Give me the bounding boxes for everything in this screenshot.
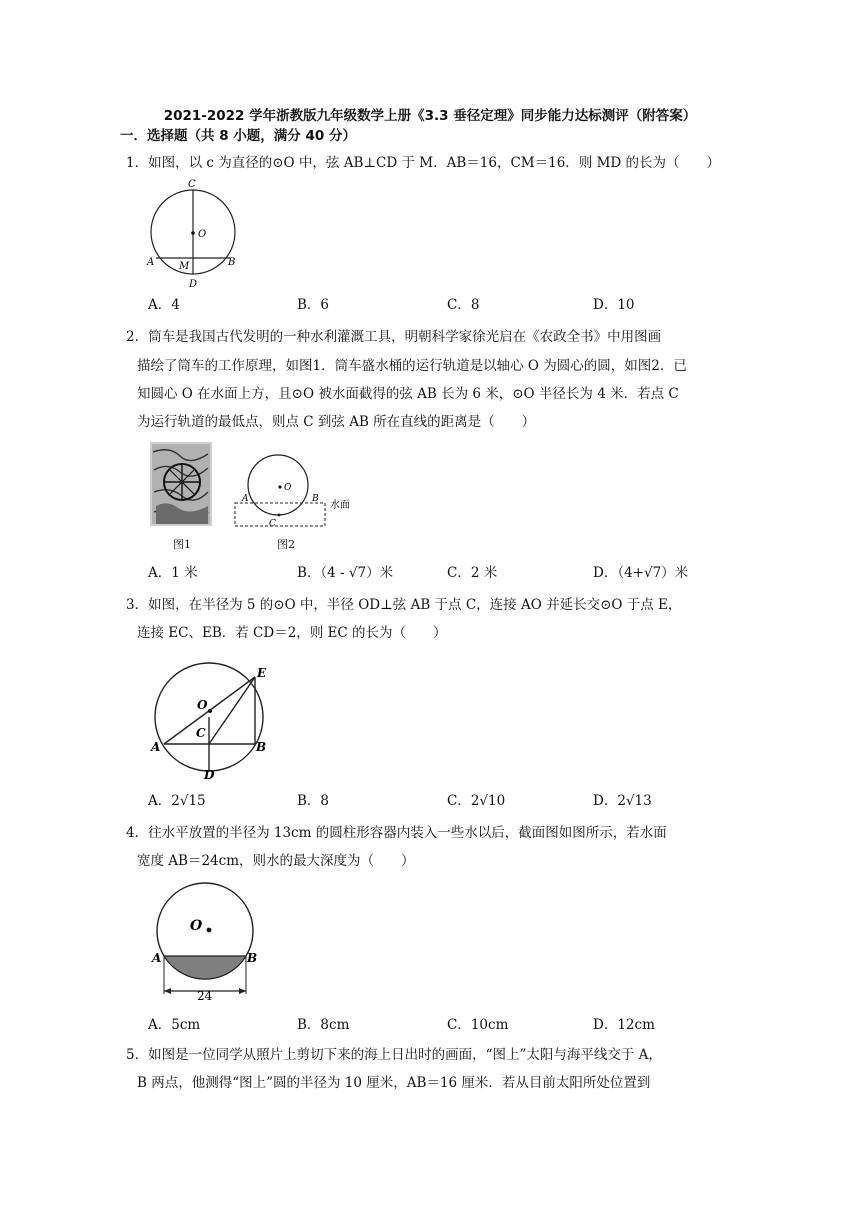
q1-option-b: B．6 — [297, 297, 330, 313]
q2-label-c: C — [269, 519, 276, 529]
q2-water-label: 水面 — [330, 500, 350, 511]
q2-option-a: A．1 米 — [148, 565, 198, 581]
q5-line-2: B 两点，他测得“图上”圆的半径为 10 厘米，AB＝16 厘米．若从目前太阳所处位置到 — [137, 1075, 651, 1091]
q1-option-d: D．10 — [593, 297, 635, 313]
q3-label-b: B — [256, 740, 267, 754]
q2-label-b: B — [312, 494, 319, 504]
q3-option-d: D．2√13 — [593, 793, 652, 809]
q1-option-c: C．8 — [447, 297, 480, 313]
q4-label-o: O — [190, 918, 203, 934]
q2-option-d: D．（4+√7）米 — [593, 565, 689, 581]
document-title: 2021-2022 学年浙教版九年级数学上册《3.3 垂径定理》同步能力达标测评（附答案） — [163, 108, 697, 124]
q2-label-o: O — [284, 483, 292, 493]
q3-label-c: C — [196, 726, 206, 740]
q4-label-width: 24 — [197, 989, 213, 1003]
q3-option-b: B．8 — [297, 793, 330, 809]
q1-label-o: O — [198, 229, 207, 240]
q2-fig1-caption: 图1 — [173, 538, 191, 551]
q3-label-d: D — [204, 768, 215, 782]
q1-label-c: C — [188, 179, 196, 190]
q1-label-d: D — [189, 279, 198, 290]
q3-option-a: A．2√15 — [148, 793, 206, 809]
q4-label-a: A — [152, 951, 162, 965]
q3-figure — [146, 660, 274, 782]
q1-label-b: B — [228, 257, 236, 268]
q3-line-1: 3．如图，在半径为 5 的⊙O 中，半径 OD⊥弦 AB 于点 C，连接 AO 并延长交⊙O 于点 E， — [126, 597, 682, 613]
q2-figure-1-waterwheel — [150, 442, 212, 526]
q3-label-a: A — [151, 740, 161, 754]
q4-line-2: 宽度 AB＝24cm，则水的最大深度为（ ） — [137, 853, 415, 869]
q2-line-4: 为运行轨道的最低点，则点 C 到弦 AB 所在直线的距离是（ ） — [137, 414, 536, 430]
q2-line-1: 2．筒车是我国古代发明的一种水利灌溉工具，明朝科学家徐光启在《农政全书》中用图画 — [126, 329, 662, 345]
q1-text: 1．如图，以 c 为直径的⊙O 中，弦 AB⊥CD 于 M．AB＝16，CM＝16．则 MD 的长为（ ） — [126, 155, 721, 171]
q4-line-1: 4．往水平放置的半径为 13cm 的圆柱形容器内装入一些水以后，截面图如图所示，若水面 — [126, 825, 667, 841]
q1-label-m: M — [179, 261, 190, 272]
q2-fig2-caption: 图2 — [277, 538, 295, 551]
q3-label-o: O — [197, 698, 208, 712]
q3-option-c: C．2√10 — [447, 793, 506, 809]
q2-figure-2 — [228, 452, 363, 534]
q4-option-c: C．10cm — [447, 1017, 509, 1033]
q2-option-b: B．（4 - √7）米 — [297, 565, 394, 581]
q1-label-a: A — [147, 257, 155, 268]
q1-figure — [138, 176, 250, 294]
q2-line-2: 描绘了筒车的工作原理，如图1．筒车盛水桶的运行轨道是以轴心 O 为圆心的圆，如图2．已 — [137, 358, 687, 374]
q5-line-1: 5．如图是一位同学从照片上剪切下来的海上日出时的画面，“图上”太阳与海平线交于 A， — [126, 1047, 662, 1063]
q4-option-d: D．12cm — [593, 1017, 655, 1033]
q3-label-e: E — [257, 666, 267, 680]
q2-option-c: C．2 米 — [447, 565, 498, 581]
q1-option-a: A．4 — [148, 297, 180, 313]
q4-label-b: B — [247, 951, 258, 965]
q2-line-3: 知圆心 O 在水面上方，且⊙O 被水面截得的弦 AB 长为 6 米，⊙O 半径长为 4 米．若点 C — [137, 386, 679, 402]
q4-figure — [148, 876, 268, 1004]
q2-label-a: A — [242, 494, 249, 504]
q3-line-2: 连接 EC、EB．若 CD＝2，则 EC 的长为（ ） — [137, 625, 447, 641]
section-heading: 一．选择题（共 8 小题，满分 40 分） — [120, 128, 356, 144]
q4-option-b: B．8cm — [297, 1017, 350, 1033]
q4-option-a: A．5cm — [148, 1017, 201, 1033]
